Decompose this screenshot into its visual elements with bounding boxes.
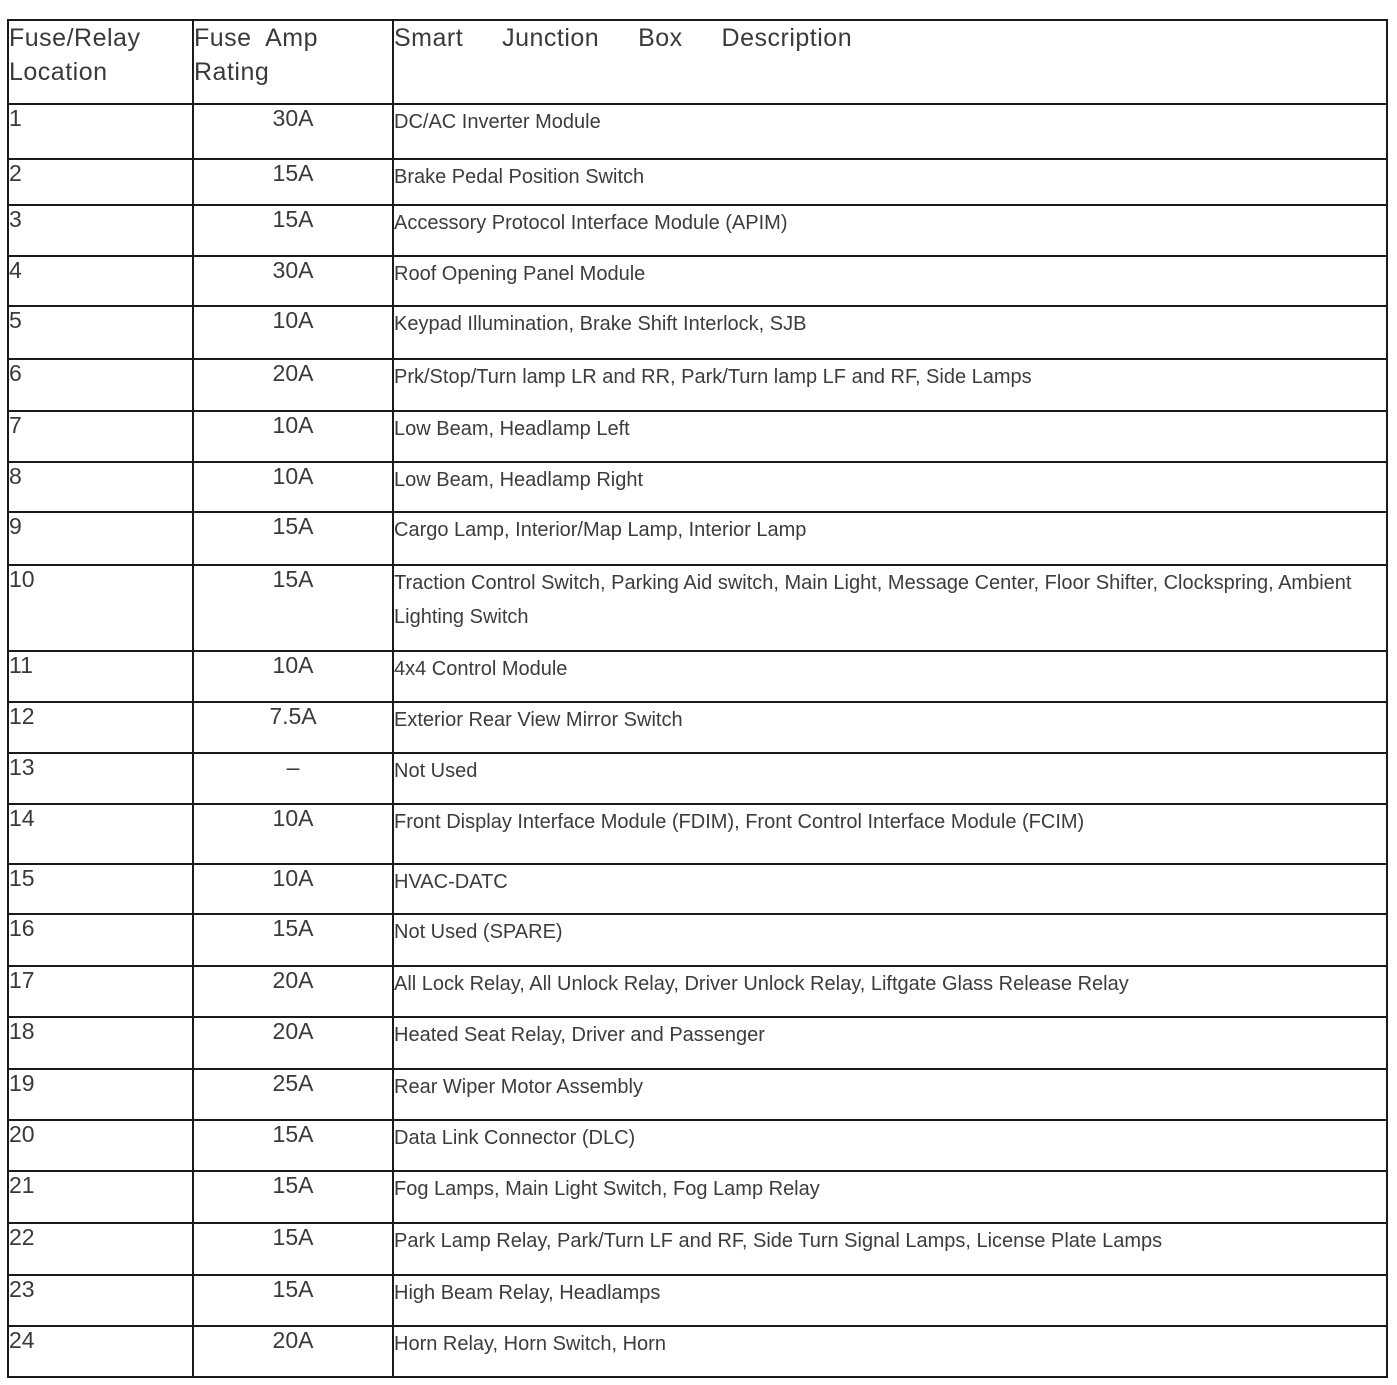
table-row	[8, 159, 1387, 205]
table-row	[8, 651, 1387, 702]
table-row	[8, 804, 1387, 864]
fuse-location-cell: 4	[8, 256, 193, 306]
description-cell: Park Lamp Relay, Park/Turn LF and RF, Side Turn Signal Lamps, License Plate Lamps	[393, 1223, 1387, 1275]
amp-rating-cell: –	[193, 753, 393, 804]
description-cell: Front Display Interface Module (FDIM), Front Control Interface Module (FCIM)	[393, 804, 1387, 864]
table-row	[8, 1069, 1387, 1120]
fuse-location-cell: 22	[8, 1223, 193, 1275]
table-row	[8, 1326, 1387, 1377]
fuse-location-cell: 11	[8, 651, 193, 702]
table-row	[8, 753, 1387, 804]
amp-rating-cell: 10A	[193, 411, 393, 462]
table-row	[8, 1171, 1387, 1223]
description-cell: Not Used (SPARE)	[393, 914, 1387, 966]
table-row	[8, 864, 1387, 914]
header-description	[393, 20, 1387, 104]
description-cell: HVAC-DATC	[393, 864, 1387, 914]
fuse-table	[7, 19, 1388, 1378]
description-cell: Traction Control Switch, Parking Aid switch, Main Light, Message Center, Floor Shifter, Clockspring, Ambient Lighting Switch	[393, 565, 1387, 651]
fuse-location-cell: 9	[8, 512, 193, 565]
amp-rating-cell: 20A	[193, 359, 393, 411]
amp-rating-cell: 20A	[193, 1017, 393, 1069]
table-row	[8, 914, 1387, 966]
table-row	[8, 1223, 1387, 1275]
fuse-location-cell: 24	[8, 1326, 193, 1377]
fuse-location-cell: 5	[8, 306, 193, 359]
amp-rating-cell: 10A	[193, 306, 393, 359]
table-row	[8, 966, 1387, 1017]
description-cell: Cargo Lamp, Interior/Map Lamp, Interior Lamp	[393, 512, 1387, 565]
amp-rating-cell: 30A	[193, 104, 393, 159]
table-row	[8, 1275, 1387, 1326]
header-description-text: Smart Junction Box Description	[394, 24, 853, 52]
description-cell: Not Used	[393, 753, 1387, 804]
description-cell: Rear Wiper Motor Assembly	[393, 1069, 1387, 1120]
header-location	[8, 20, 193, 104]
fuse-location-cell: 3	[8, 205, 193, 256]
description-cell: Roof Opening Panel Module	[393, 256, 1387, 306]
fuse-location-cell: 18	[8, 1017, 193, 1069]
amp-rating-cell: 15A	[193, 1171, 393, 1223]
amp-rating-cell: 15A	[193, 1275, 393, 1326]
description-cell: Fog Lamps, Main Light Switch, Fog Lamp Relay	[393, 1171, 1387, 1223]
amp-rating-cell: 15A	[193, 512, 393, 565]
header-amp-line2: Rating	[194, 58, 270, 86]
amp-rating-cell: 15A	[193, 1120, 393, 1171]
table-row	[8, 256, 1387, 306]
amp-rating-cell: 10A	[193, 864, 393, 914]
description-cell: Exterior Rear View Mirror Switch	[393, 702, 1387, 753]
description-cell: 4x4 Control Module	[393, 651, 1387, 702]
amp-rating-cell: 7.5A	[193, 702, 393, 753]
fuse-location-cell: 12	[8, 702, 193, 753]
description-cell: Keypad Illumination, Brake Shift Interlock, SJB	[393, 306, 1387, 359]
table-row	[8, 359, 1387, 411]
fuse-location-cell: 17	[8, 966, 193, 1017]
fuse-location-cell: 21	[8, 1171, 193, 1223]
header-location-line2: Location	[9, 58, 108, 86]
table-header-row	[8, 20, 1387, 104]
description-cell: Accessory Protocol Interface Module (APIM)	[393, 205, 1387, 256]
table-row	[8, 205, 1387, 256]
amp-rating-cell: 20A	[193, 1326, 393, 1377]
table-row	[8, 702, 1387, 753]
fuse-location-cell: 10	[8, 565, 193, 651]
fuse-location-cell: 7	[8, 411, 193, 462]
amp-rating-cell: 20A	[193, 966, 393, 1017]
amp-rating-cell: 10A	[193, 651, 393, 702]
description-cell: Heated Seat Relay, Driver and Passenger	[393, 1017, 1387, 1069]
description-cell: Prk/Stop/Turn lamp LR and RR, Park/Turn lamp LF and RF, Side Lamps	[393, 359, 1387, 411]
fuse-location-cell: 14	[8, 804, 193, 864]
amp-rating-cell: 30A	[193, 256, 393, 306]
description-cell: Low Beam, Headlamp Left	[393, 411, 1387, 462]
amp-rating-cell: 15A	[193, 205, 393, 256]
amp-rating-cell: 15A	[193, 914, 393, 966]
fuse-location-cell: 23	[8, 1275, 193, 1326]
table-body	[8, 104, 1387, 1377]
table-row	[8, 462, 1387, 512]
table-row	[8, 1120, 1387, 1171]
amp-rating-cell: 15A	[193, 159, 393, 205]
fuse-location-cell: 16	[8, 914, 193, 966]
fuse-location-cell: 2	[8, 159, 193, 205]
amp-rating-cell: 15A	[193, 565, 393, 651]
description-cell: Data Link Connector (DLC)	[393, 1120, 1387, 1171]
fuse-location-cell: 19	[8, 1069, 193, 1120]
header-amp-rating	[193, 20, 393, 104]
amp-rating-cell: 10A	[193, 462, 393, 512]
table-row	[8, 1017, 1387, 1069]
fuse-location-cell: 1	[8, 104, 193, 159]
table-row	[8, 306, 1387, 359]
fuse-location-cell: 8	[8, 462, 193, 512]
fuse-location-cell: 20	[8, 1120, 193, 1171]
description-cell: Horn Relay, Horn Switch, Horn	[393, 1326, 1387, 1377]
header-amp-line1: Fuse Amp	[194, 24, 318, 52]
description-cell: Brake Pedal Position Switch	[393, 159, 1387, 205]
amp-rating-cell: 15A	[193, 1223, 393, 1275]
table-row	[8, 512, 1387, 565]
table-row	[8, 411, 1387, 462]
table-row	[8, 565, 1387, 651]
amp-rating-cell: 10A	[193, 804, 393, 864]
header-location-line1: Fuse/Relay	[9, 24, 141, 52]
description-cell: Low Beam, Headlamp Right	[393, 462, 1387, 512]
fuse-location-cell: 13	[8, 753, 193, 804]
fuse-location-cell: 6	[8, 359, 193, 411]
fuse-location-cell: 15	[8, 864, 193, 914]
description-cell: All Lock Relay, All Unlock Relay, Driver Unlock Relay, Liftgate Glass Release Relay	[393, 966, 1387, 1017]
description-cell: High Beam Relay, Headlamps	[393, 1275, 1387, 1326]
table-row	[8, 104, 1387, 159]
description-cell: DC/AC Inverter Module	[393, 104, 1387, 159]
amp-rating-cell: 25A	[193, 1069, 393, 1120]
